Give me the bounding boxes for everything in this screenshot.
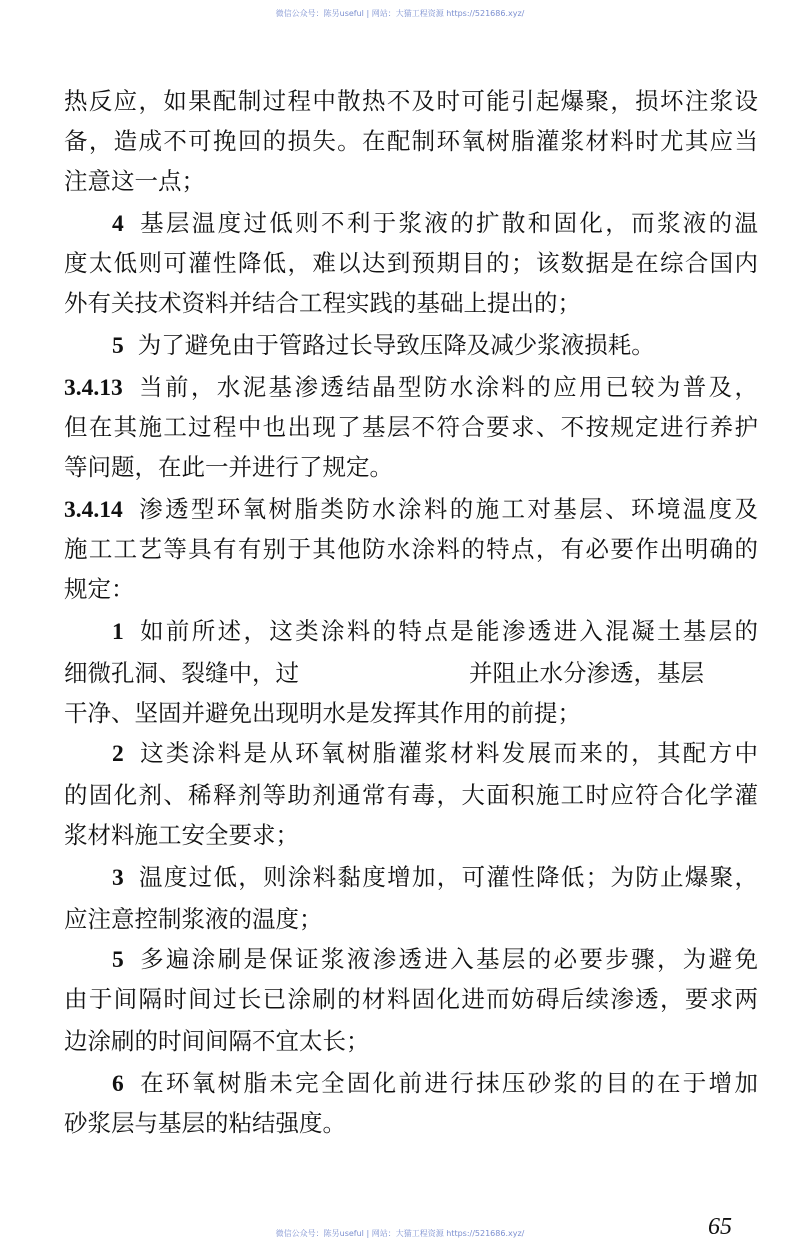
- line-text: 当前，水泥基渗透结晶型防水涂料的应用已较为普及，: [136, 373, 758, 401]
- item-number: 5: [112, 947, 124, 973]
- section-number: 3.4.13: [64, 375, 123, 401]
- line-text: 规定：: [64, 575, 135, 603]
- text-line: [64, 658, 758, 688]
- text-line: [64, 126, 758, 156]
- line-text: 等问题，在此一并进行了规定。: [64, 453, 393, 481]
- text-line: [64, 1026, 758, 1056]
- line-text: 基层温度过低则不利于浆液的扩散和固化，而浆液的温: [137, 209, 758, 237]
- line-text: 砂浆层与基层的粘结强度。: [64, 1109, 346, 1137]
- line-text: 由于间隔时间过长已涂刷的材料固化进而妨碍后续渗透，要求两: [64, 985, 758, 1013]
- line-text: 这类涂料是从环氧树脂灌浆材料发展而来的，其配方中: [137, 739, 758, 767]
- item-number: 6: [112, 1071, 124, 1097]
- line-text: 边涂刷的时间间隔不宜太长；: [64, 1027, 370, 1055]
- footer-watermark: 微信公众号：陈另useful | 网站：大猫工程资源 https://521686.xyz/: [275, 1229, 525, 1238]
- line-text: 为了避免由于管路过长导致压降及减少浆液损耗。: [137, 331, 655, 359]
- list-item-3: [112, 862, 758, 893]
- line-text: 细微孔洞、裂缝中，过: [64, 659, 299, 687]
- line-text: 并阻止水分渗透，基层: [469, 659, 704, 687]
- text-line: [64, 288, 758, 318]
- text-line: [64, 534, 758, 564]
- item-number: 4: [112, 211, 124, 237]
- line-text: 外有关技术资料并结合工程实践的基础上提出的；: [64, 289, 581, 317]
- section-3-4-13: [64, 372, 758, 403]
- line-text: 温度过低，则涂料黏度增加，可灌性降低；为防止爆聚，: [137, 863, 758, 891]
- text-line: [64, 574, 758, 604]
- line-text: 多遍涂刷是保证浆液渗透进入基层的必要步骤，为避免: [137, 945, 758, 973]
- section-number: 3.4.14: [64, 497, 123, 523]
- item-number: 1: [112, 619, 124, 645]
- line-text: 热反应，如果配制过程中散热不及时可能引起爆聚，损坏注浆设: [64, 87, 758, 115]
- line-text: 干净、坚固并避免出现明水是发挥其作用的前提；: [64, 699, 581, 727]
- text-line: [64, 698, 758, 728]
- line-text: 施工工艺等具有有别于其他防水涂料的特点，有必要作出明确的: [64, 535, 758, 563]
- line-text: 的固化剂、稀释剂等助剂通常有毒，大面积施工时应符合化学灌: [64, 781, 758, 809]
- item-number: 2: [112, 741, 124, 767]
- text-line: [64, 86, 758, 116]
- text-line: [64, 904, 758, 934]
- section-3-4-14: [64, 494, 758, 525]
- list-item-4: [112, 208, 758, 239]
- list-item-5: [112, 330, 758, 361]
- line-text: 注意这一点；: [64, 167, 205, 195]
- header-watermark: 微信公众号：陈另useful | 网站：大猫工程资源 https://521686.xyz/: [275, 9, 525, 18]
- list-item-2: [112, 738, 758, 769]
- page-number: 65: [708, 1214, 732, 1240]
- line-text: 度太低则可灌性降低，难以达到预期目的；该数据是在综合国内: [64, 249, 758, 277]
- text-line: [64, 1108, 758, 1138]
- text-line: [64, 166, 758, 196]
- text-line: [64, 984, 758, 1014]
- line-text: 渗透型环氧树脂类防水涂料的施工对基层、环境温度及: [136, 495, 758, 523]
- item-number: 5: [112, 333, 124, 359]
- line-text: 浆材料施工安全要求；: [64, 821, 299, 849]
- line-text: 备，造成不可挽回的损失。在配制环氧树脂灌浆材料时尤其应当: [64, 127, 758, 155]
- line-text: 如前所述，这类涂料的特点是能渗透进入混凝土基层的: [137, 617, 758, 645]
- list-item-1: [112, 616, 758, 647]
- text-line: [64, 780, 758, 810]
- line-text: 应注意控制浆液的温度；: [64, 905, 323, 933]
- text-line: [64, 248, 758, 278]
- line-text: 但在其施工过程中也出现了基层不符合要求、不按规定进行养护: [64, 413, 758, 441]
- list-item-6: [112, 1068, 758, 1099]
- text-line: [64, 412, 758, 442]
- line-text: 在环氧树脂未完全固化前进行抹压砂浆的目的在于增加: [137, 1069, 758, 1097]
- text-line: [64, 820, 758, 850]
- list-item-5b: [112, 944, 758, 975]
- text-line: [64, 452, 758, 482]
- item-number: 3: [112, 865, 124, 891]
